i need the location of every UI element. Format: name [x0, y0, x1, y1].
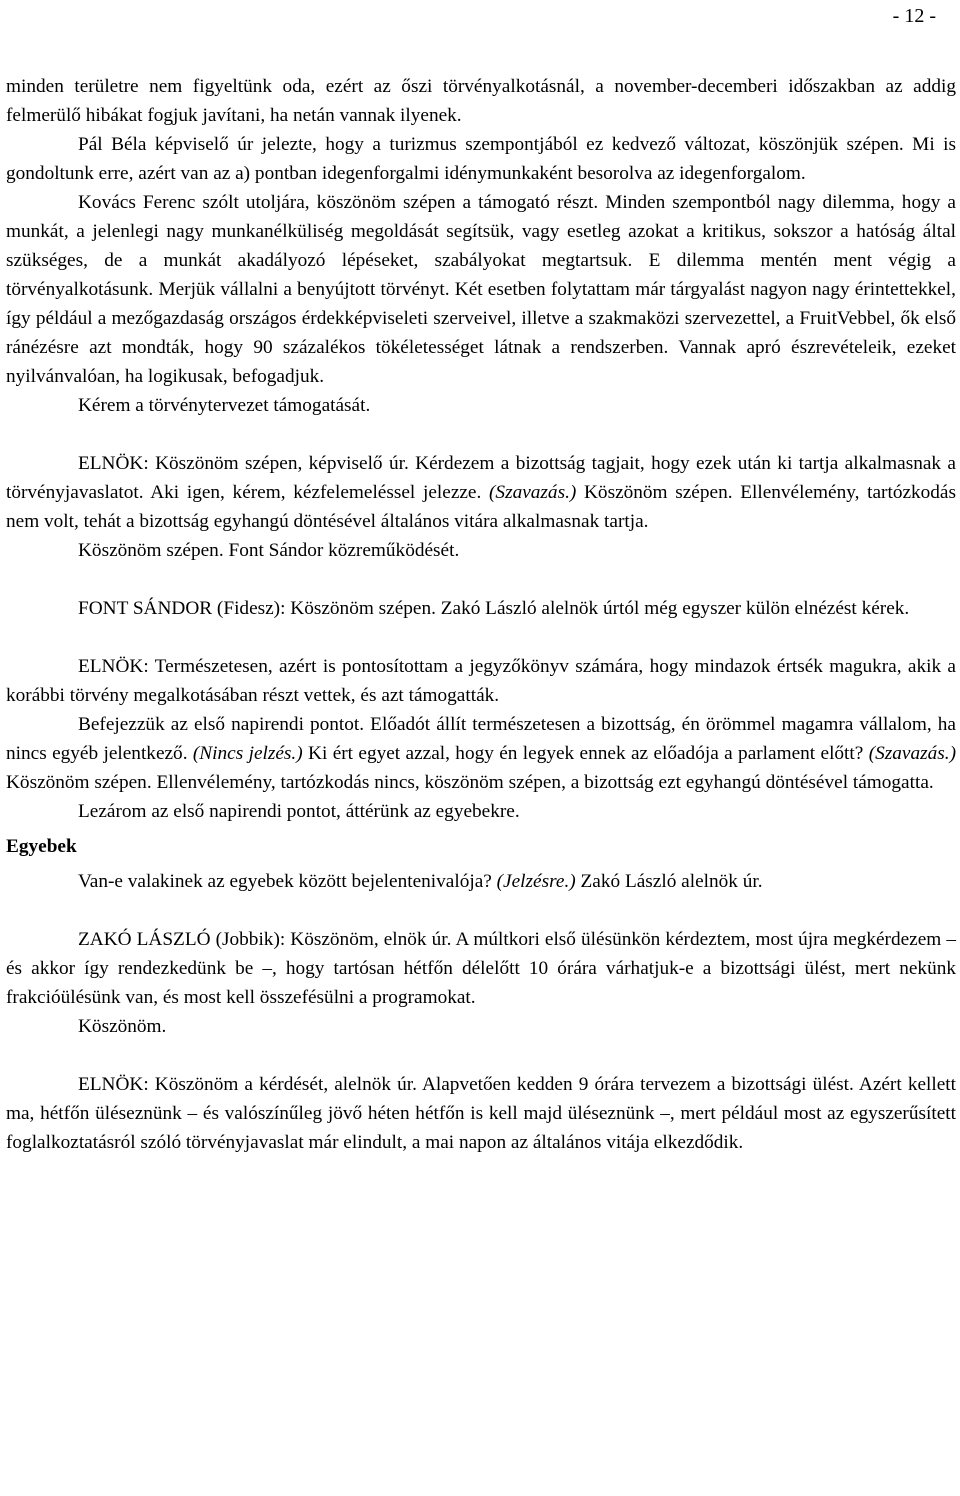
- paragraph-chairman-vote: [6, 449, 956, 536]
- stage-direction: (Jelzésre.): [496, 871, 576, 892]
- paragraph: Kovács Ferenc szólt utoljára, köszönöm szépen a támogató részt. Minden szempontból nagy dilemma, hogy a munkát, a jelenlegi nagy munkanélküliség megoldását segítsük, vagy esetleg azokat a kritikus, sokszor a hatóság által szükséges, de a munkát akadályozó lépéseket, szabályokat megtartsuk. E dilemma mentén ment végig a törvényalkotásunk. Merjük vállalni a benyújtott törvényt. Két esetben folytattam már tárgyalást nagyon nagy érintettekkel, így például a mezőgazdaság országos érdekképviseleti szerveivel, illetve a szakmaközi szervezettel, a FruitVebbel, ők első ránézésre azt mondták, hogy 90 százalékos tökéletességet látnak a rendszerben. Vannak apró észrevételeik, ezeket nyilvánvalóan, ha logikusak, befogadjuk.: [6, 192, 956, 387]
- stage-direction: (Nincs jelzés.): [192, 743, 303, 764]
- paragraph-chairman: ELNÖK: Természetesen, azért is pontosítottam a jegyzőkönyv számára, hogy mindazok értsék magukra, akik a korábbi törvény megalkotásában részt vettek, és azt támogatták.: [6, 656, 956, 706]
- spacer: [6, 623, 956, 652]
- stage-direction: (Szavazás.): [489, 482, 577, 503]
- paragraph-zako-laszlo: ZAKÓ LÁSZLÓ (Jobbik): Köszönöm, elnök úr. A múltkori első ülésünkön kérdeztem, most újra megkérdezem – és akkor így rendezkedünk be –, hogy tartósan hétfőn délelőtt 10 órára várhatjuk-e a bizottsági ülést, mert nekünk frakcióülésünk van, és most kell összefésülni a programokat.: [6, 929, 956, 1008]
- text-run: Zakó László alelnök úr.: [575, 871, 763, 892]
- paragraph: Köszönöm.: [78, 1016, 167, 1037]
- paragraph-other-business: [6, 867, 956, 896]
- text-run: Köszönöm szépen. Ellenvélemény, tartózkodás nem volt, tehát a bizottság egyhangú döntésével általános vitára alkalmasnak tartja.: [6, 482, 956, 532]
- page-number: - 12 -: [892, 5, 936, 27]
- paragraph: Köszönöm szépen. Font Sándor közreműködését.: [78, 540, 460, 561]
- stage-direction: (Szavazás.): [868, 743, 956, 764]
- paragraph-font-sandor: FONT SÁNDOR (Fidesz): Köszönöm szépen. Zakó László alelnök úrtól még egyszer külön elnézést kérek.: [78, 598, 910, 619]
- document-body: [6, 72, 956, 1157]
- section-heading: Egyebek: [6, 836, 77, 857]
- spacer: [6, 420, 956, 449]
- paragraph-chairman-reply: ELNÖK: Köszönöm a kérdését, alelnök úr. Alapvetően kedden 9 órára tervezem a bizottsági ülést. Azért kellett ma, hétfőn üléseznünk – és valószínűleg jövő héten hétfőn is kell majd üléseznünk –, mert például most az egyszerűsített foglalkoztatásról szóló törvényjavaslat már elindult, a mai napon az általános vitája elkezdődik.: [6, 1074, 956, 1153]
- paragraph: minden területre nem figyeltünk oda, ezért az őszi törvényalkotásnál, a november-decemberi időszakban az addig felmerülő hibákat fogjuk javítani, ha netán vannak ilyenek.: [6, 76, 956, 126]
- spacer: [6, 896, 956, 925]
- spacer: [6, 1041, 956, 1070]
- paragraph-closing-item: [6, 710, 956, 797]
- text-run: Befejezzük az első napirendi pontot. Előadót állít természetesen a bizottság, én örömmel magamra vállalom, ha nincs egyéb jelentkező.: [6, 714, 956, 764]
- text-run: Köszönöm szépen. Ellenvélemény, tartózkodás nincs, köszönöm szépen, a bizottság ezt egyhangú döntésével támogatta.: [6, 772, 934, 793]
- text-run: Ki ért egyet azzal, hogy én legyek ennek az előadója a parlament előtt?: [302, 743, 869, 764]
- paragraph: Pál Béla képviselő úr jelezte, hogy a turizmus szempontjából ez kedvező változat, köszönjük szépen. Mi is gondoltunk erre, azért van az a) pontban idegenforgalmi idénymunkaként besorolva az idegenforgalom.: [6, 134, 956, 184]
- text-run: Van-e valakinek az egyebek között bejelentenivalója?: [78, 871, 497, 892]
- paragraph: Kérem a törvénytervezet támogatását.: [78, 395, 371, 416]
- text-run: ELNÖK: Köszönöm szépen, képviselő úr. Kérdezem a bizottság tagjait, hogy ezek után ki tartja alkalmasnak a törvényjavaslatot. Aki igen, kérem, kézfelemeléssel jelezze.: [6, 453, 956, 503]
- paragraph: Lezárom az első napirendi pontot, áttérünk az egyebekre.: [78, 801, 520, 822]
- spacer: [6, 565, 956, 594]
